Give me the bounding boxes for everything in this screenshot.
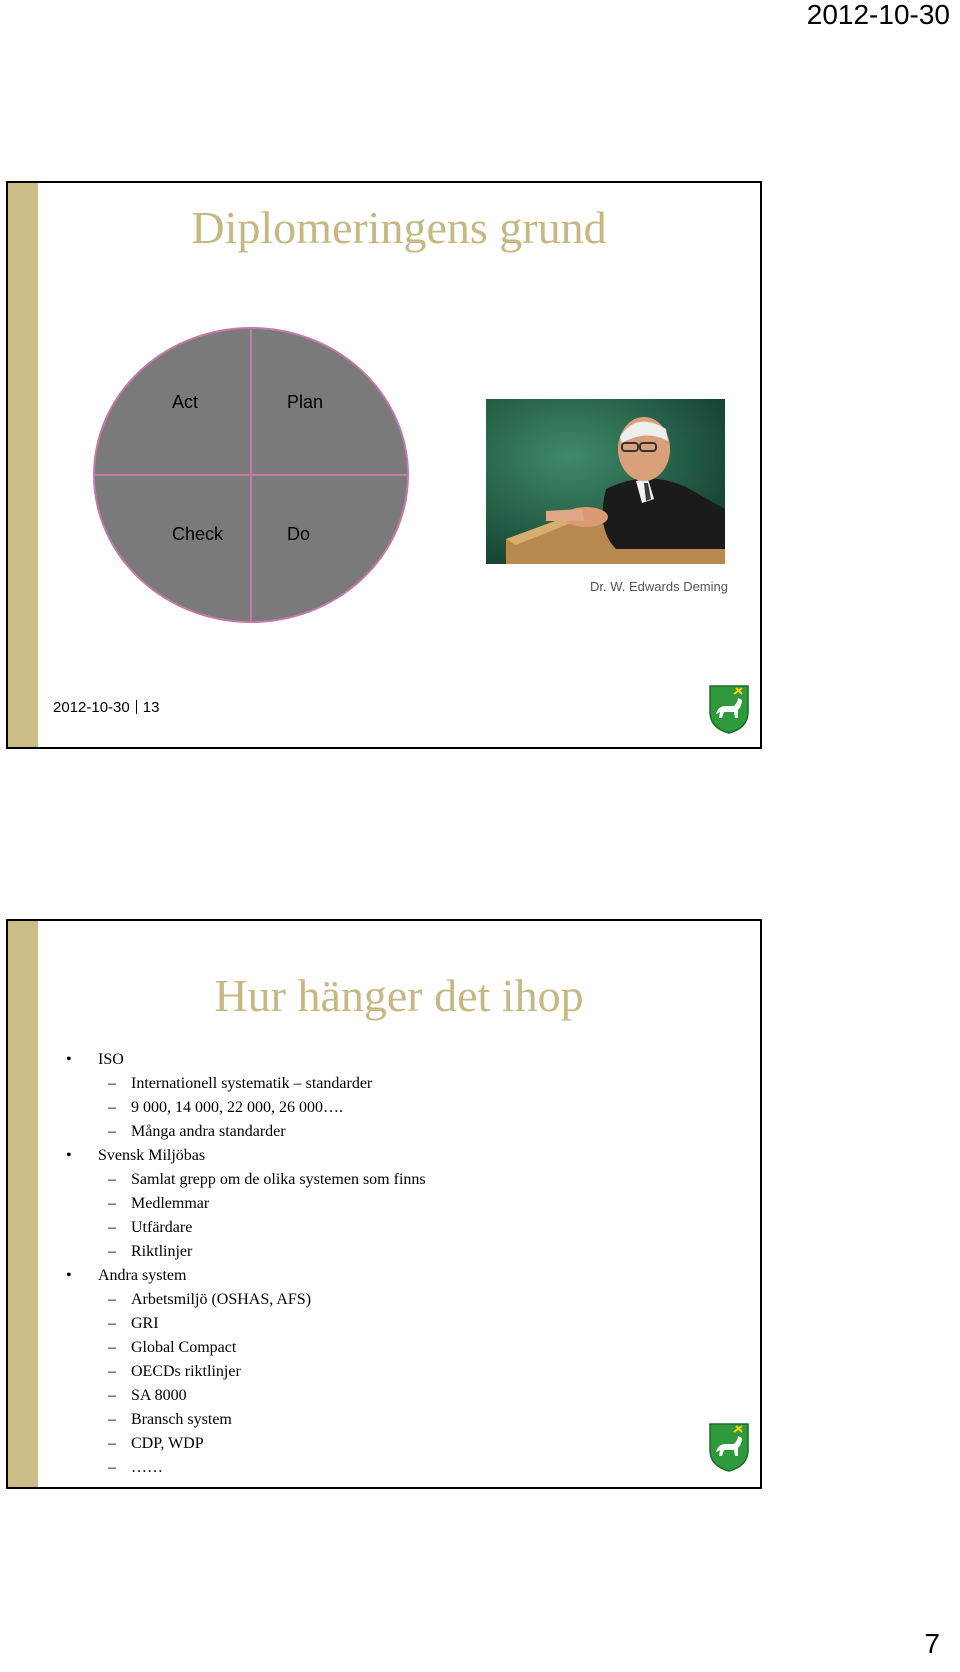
list-item: • ISO	[62, 1048, 426, 1072]
slide-diplomeringens-grund	[6, 181, 762, 749]
list-item: • Svensk Miljöbas	[62, 1144, 426, 1168]
list-item: – Internationell systematik – standarder	[62, 1072, 426, 1096]
page-number: 7	[924, 1628, 940, 1659]
list-item: – SA 8000	[62, 1384, 426, 1408]
slide-accent-bar	[8, 921, 38, 1487]
list-item: – Global Compact	[62, 1336, 426, 1360]
list-item: – Bransch system	[62, 1408, 426, 1432]
list-item: • Andra system	[62, 1264, 426, 1288]
footer-date: 2012-10-30	[53, 699, 130, 716]
list-item: – GRI	[62, 1312, 426, 1336]
pdca-circle	[92, 326, 410, 624]
deming-portrait	[486, 399, 725, 564]
municipality-logo-icon	[708, 684, 750, 734]
page-date: 2012-10-30	[806, 0, 950, 30]
pdca-circle-graphic	[92, 326, 410, 624]
pdca-do-label: Do	[287, 524, 311, 544]
slide-hur-hanger-det-ihop	[6, 919, 762, 1489]
slide-title: Diplomeringens grund	[191, 202, 607, 253]
list-item: – ……	[62, 1456, 426, 1480]
list-item: – Riktlinjer	[62, 1240, 426, 1264]
slide-footer	[53, 699, 159, 716]
list-item: – Arbetsmiljö (OSHAS, AFS)	[62, 1288, 426, 1312]
list-item: – CDP, WDP	[62, 1432, 426, 1456]
list-item: – OECDs riktlinjer	[62, 1360, 426, 1384]
list-item: – 9 000, 14 000, 22 000, 26 000….	[62, 1096, 426, 1120]
photo-caption: Dr. W. Edwards Deming	[590, 579, 728, 594]
municipality-logo-icon	[708, 1422, 750, 1472]
list-item: – Utfärdare	[62, 1216, 426, 1240]
list-item: – Många andra standarder	[62, 1120, 426, 1144]
list-item: – Medlemmar	[62, 1192, 426, 1216]
pdca-plan-label: Plan	[287, 392, 324, 412]
footer-separator	[136, 700, 137, 714]
slide-accent-bar	[8, 183, 38, 747]
slide-title: Hur hänger det ihop	[214, 970, 584, 1021]
footer-slide-number: 13	[142, 699, 160, 716]
list-item: – Samlat grepp om de olika systemen som finns	[62, 1168, 426, 1192]
pdca-act-label: Act	[172, 392, 199, 412]
bullet-list	[62, 1048, 426, 1480]
pdca-check-label: Check	[172, 524, 224, 544]
